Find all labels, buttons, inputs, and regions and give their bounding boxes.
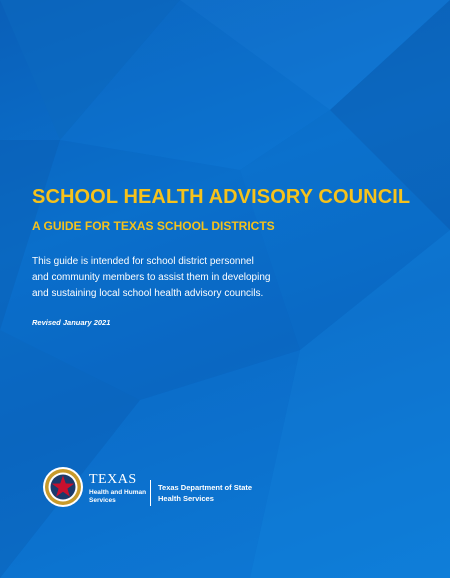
intro-line: This guide is intended for school district personnel [32,256,254,267]
revision-date: Revised January 2021 [32,318,111,327]
intro-line: and sustaining local school health advisory councils. [32,288,264,299]
texas-seal-icon [42,466,84,508]
hhs-logo-name: TEXAS [89,472,137,487]
hhs-logo-line: Services [89,497,116,504]
dshs-logo-line: Health Services [158,494,214,503]
intro-line: and community members to assist them in developing [32,272,271,283]
logo-divider [150,480,151,506]
dshs-logo-line: Texas Department of State [158,483,253,492]
intro-paragraph [32,254,332,302]
document-title: SCHOOL HEALTH ADVISORY COUNCIL [32,186,411,208]
hhs-logo-line: Health and Human [89,489,147,496]
document-subtitle: A GUIDE FOR TEXAS SCHOOL DISTRICTS [32,219,275,233]
